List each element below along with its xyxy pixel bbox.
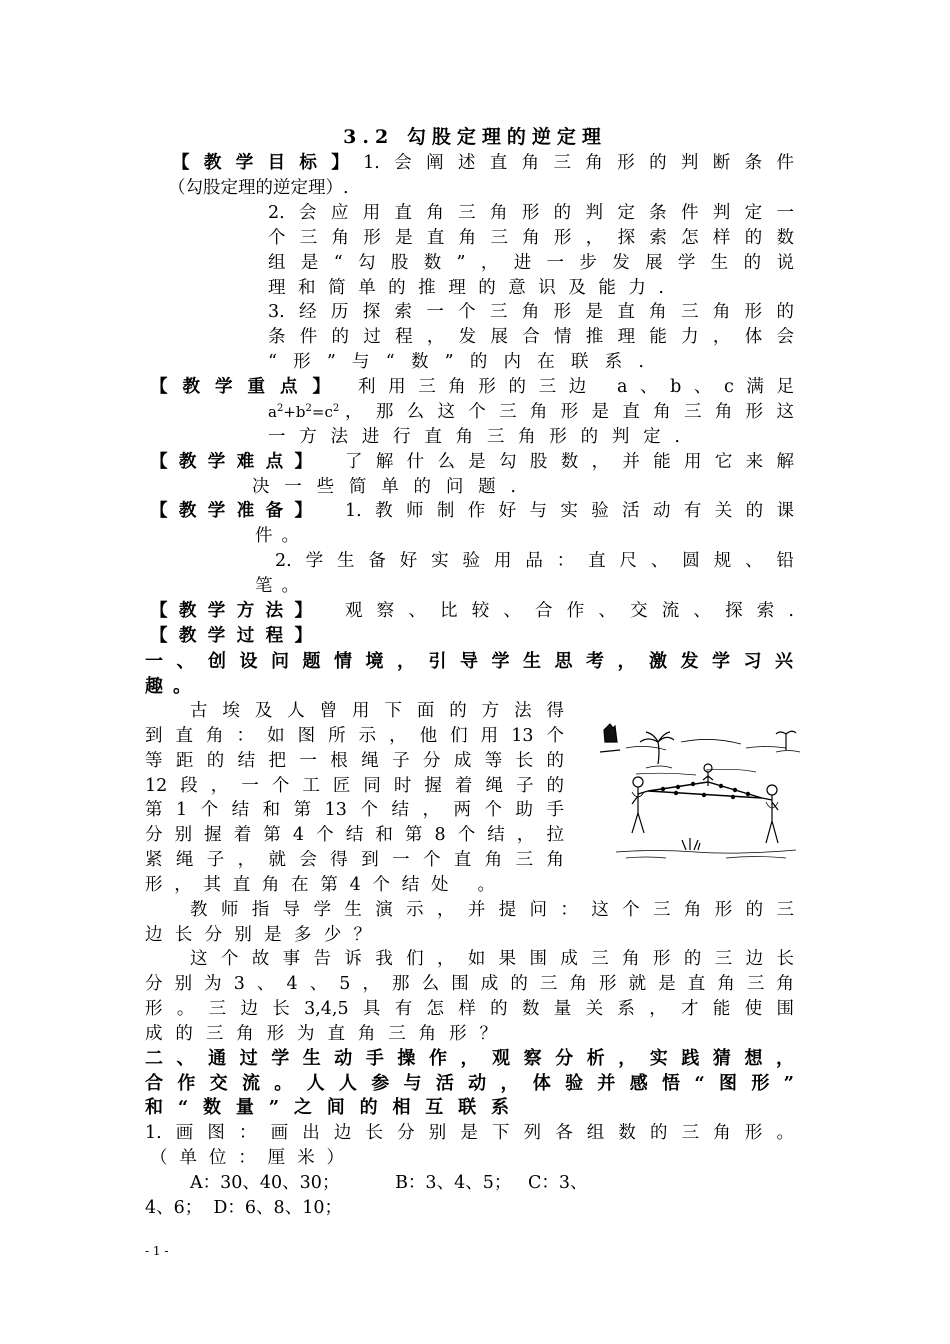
method-label: 【教学方法】 [150,601,312,621]
focus-line-3: 一方法进行直角三角形的判定. [268,427,680,447]
prep-line-1: 1.教师制作好与实验活动有关的课 [345,501,794,521]
story-meaning-line-1: 这个故事告诉我们，如果围成三角形的三边长 [190,949,794,969]
story-meaning-line-3: 形。三边长3,4,5具有怎样的数量关系，才能使围 [145,999,794,1019]
difficulty-label: 【教学难点】 [150,452,312,472]
story-meaning-line-2: 分别为3、4、5，那么围成的三角形就是直角三角 [145,974,794,994]
focus-label: 【教学重点】 [150,377,330,397]
objectives-line-5: 组是“勾股数”，进一步发展学生的说 [268,253,794,273]
section1-heading-line-2: 趣。 [145,676,191,697]
options-line-2: 4、6； D：6、8、10； [145,1198,342,1218]
story-line-1: 古埃及人曾用下面的方法得 [190,701,564,721]
objectives-line-2: （勾股定理的逆定理）. [168,178,349,198]
options-line-1: A：30、40、30； B：3、4、5； C：3、 [190,1173,588,1193]
story-line-8: 形，其直角在第4个结处 。 [145,875,495,895]
section1-heading-line-1: 一、创设问题情境，引导学生思考，激发学习兴 [145,651,793,672]
section2-heading-line-2: 合作交流。人人参与活动，体验并感悟“图形” [145,1073,794,1094]
method-text: 观察、比较、合作、交流、探索. [345,601,794,621]
difficulty-line-1: 了解什么是勾股数，并能用它来解 [345,452,794,472]
objectives-line-8: 条件的过程，发展合情推理能力，体会 [268,327,794,347]
objectives-line-7: 3.经历探索一个三角形是直角三角形的 [268,302,794,322]
teacher-prompt-line-1: 教师指导学生演示，并提问：这个三角形的三 [190,900,794,920]
objectives-line-1: 【教学目标】1.会阐述直角三角形的判断条件 [172,153,795,173]
drawing-task-line-1: 1.画图：画出边长分别是下列各组数的三角形。 [145,1123,794,1143]
difficulty-line-2: 决一些简单的问题. [252,477,516,497]
section2-heading-line-3: 和“数量”之间的相互联系 [145,1097,509,1118]
section2-heading-line-1: 二、通过学生动手操作，观察分析，实践猜想， [145,1048,794,1069]
story-line-2: 到直角：如图所示，他们用13个 [145,726,564,746]
drawing-task-line-2: （单位：厘米） [150,1148,344,1168]
teacher-prompt-line-2: 边长分别是多少？ [145,925,371,945]
prep-label: 【教学准备】 [150,501,312,521]
story-meaning-line-4: 成的三角形为直角三角形？ [145,1024,497,1044]
objectives-line-4: 个三角形是直角三角形，探索怎样的数 [268,228,794,248]
process-label: 【教学过程】 [150,626,312,646]
rope-stretchers-illustration [596,712,818,868]
story-line-3: 等距的结把一根绳子分成等长的 [145,751,564,771]
prep-line-3: 2.学生备好实验用品：直尺、圆规、铅 [275,551,794,571]
story-line-7: 紧绳子，就会得到一个直角三角 [145,850,564,870]
sphinx-icon [604,724,617,742]
focus-line-1: 利用三角形的三边 a、b、c满足 [358,377,794,397]
prep-line-4: 笔。 [255,576,299,596]
prep-line-2: 件。 [255,526,299,546]
objectives-line-9: “形”与“数”的内在联系. [268,352,644,372]
story-line-4: 12段，一个工匠同时握着绳子的 [145,776,564,796]
objectives-line-3: 2.会应用直角三角形的判定条件判定一 [268,203,794,223]
story-line-5: 第1个结和第13个结，两个助手 [145,800,564,820]
page-title: 3.2 勾股定理的逆定理 [343,126,607,148]
story-line-6: 分别握着第4个结和第8个结，拉 [145,825,564,845]
objectives-label: 【教学目标】 [172,153,364,173]
focus-formula: $a^2+b^2=c^2$ [268,403,340,421]
objectives-line-6: 理和简单的推理的意识及能力. [268,278,664,298]
page-number: - 1 - [145,1244,169,1258]
focus-line-2: ，那么这个三角形是直角三角形这 [345,402,794,422]
